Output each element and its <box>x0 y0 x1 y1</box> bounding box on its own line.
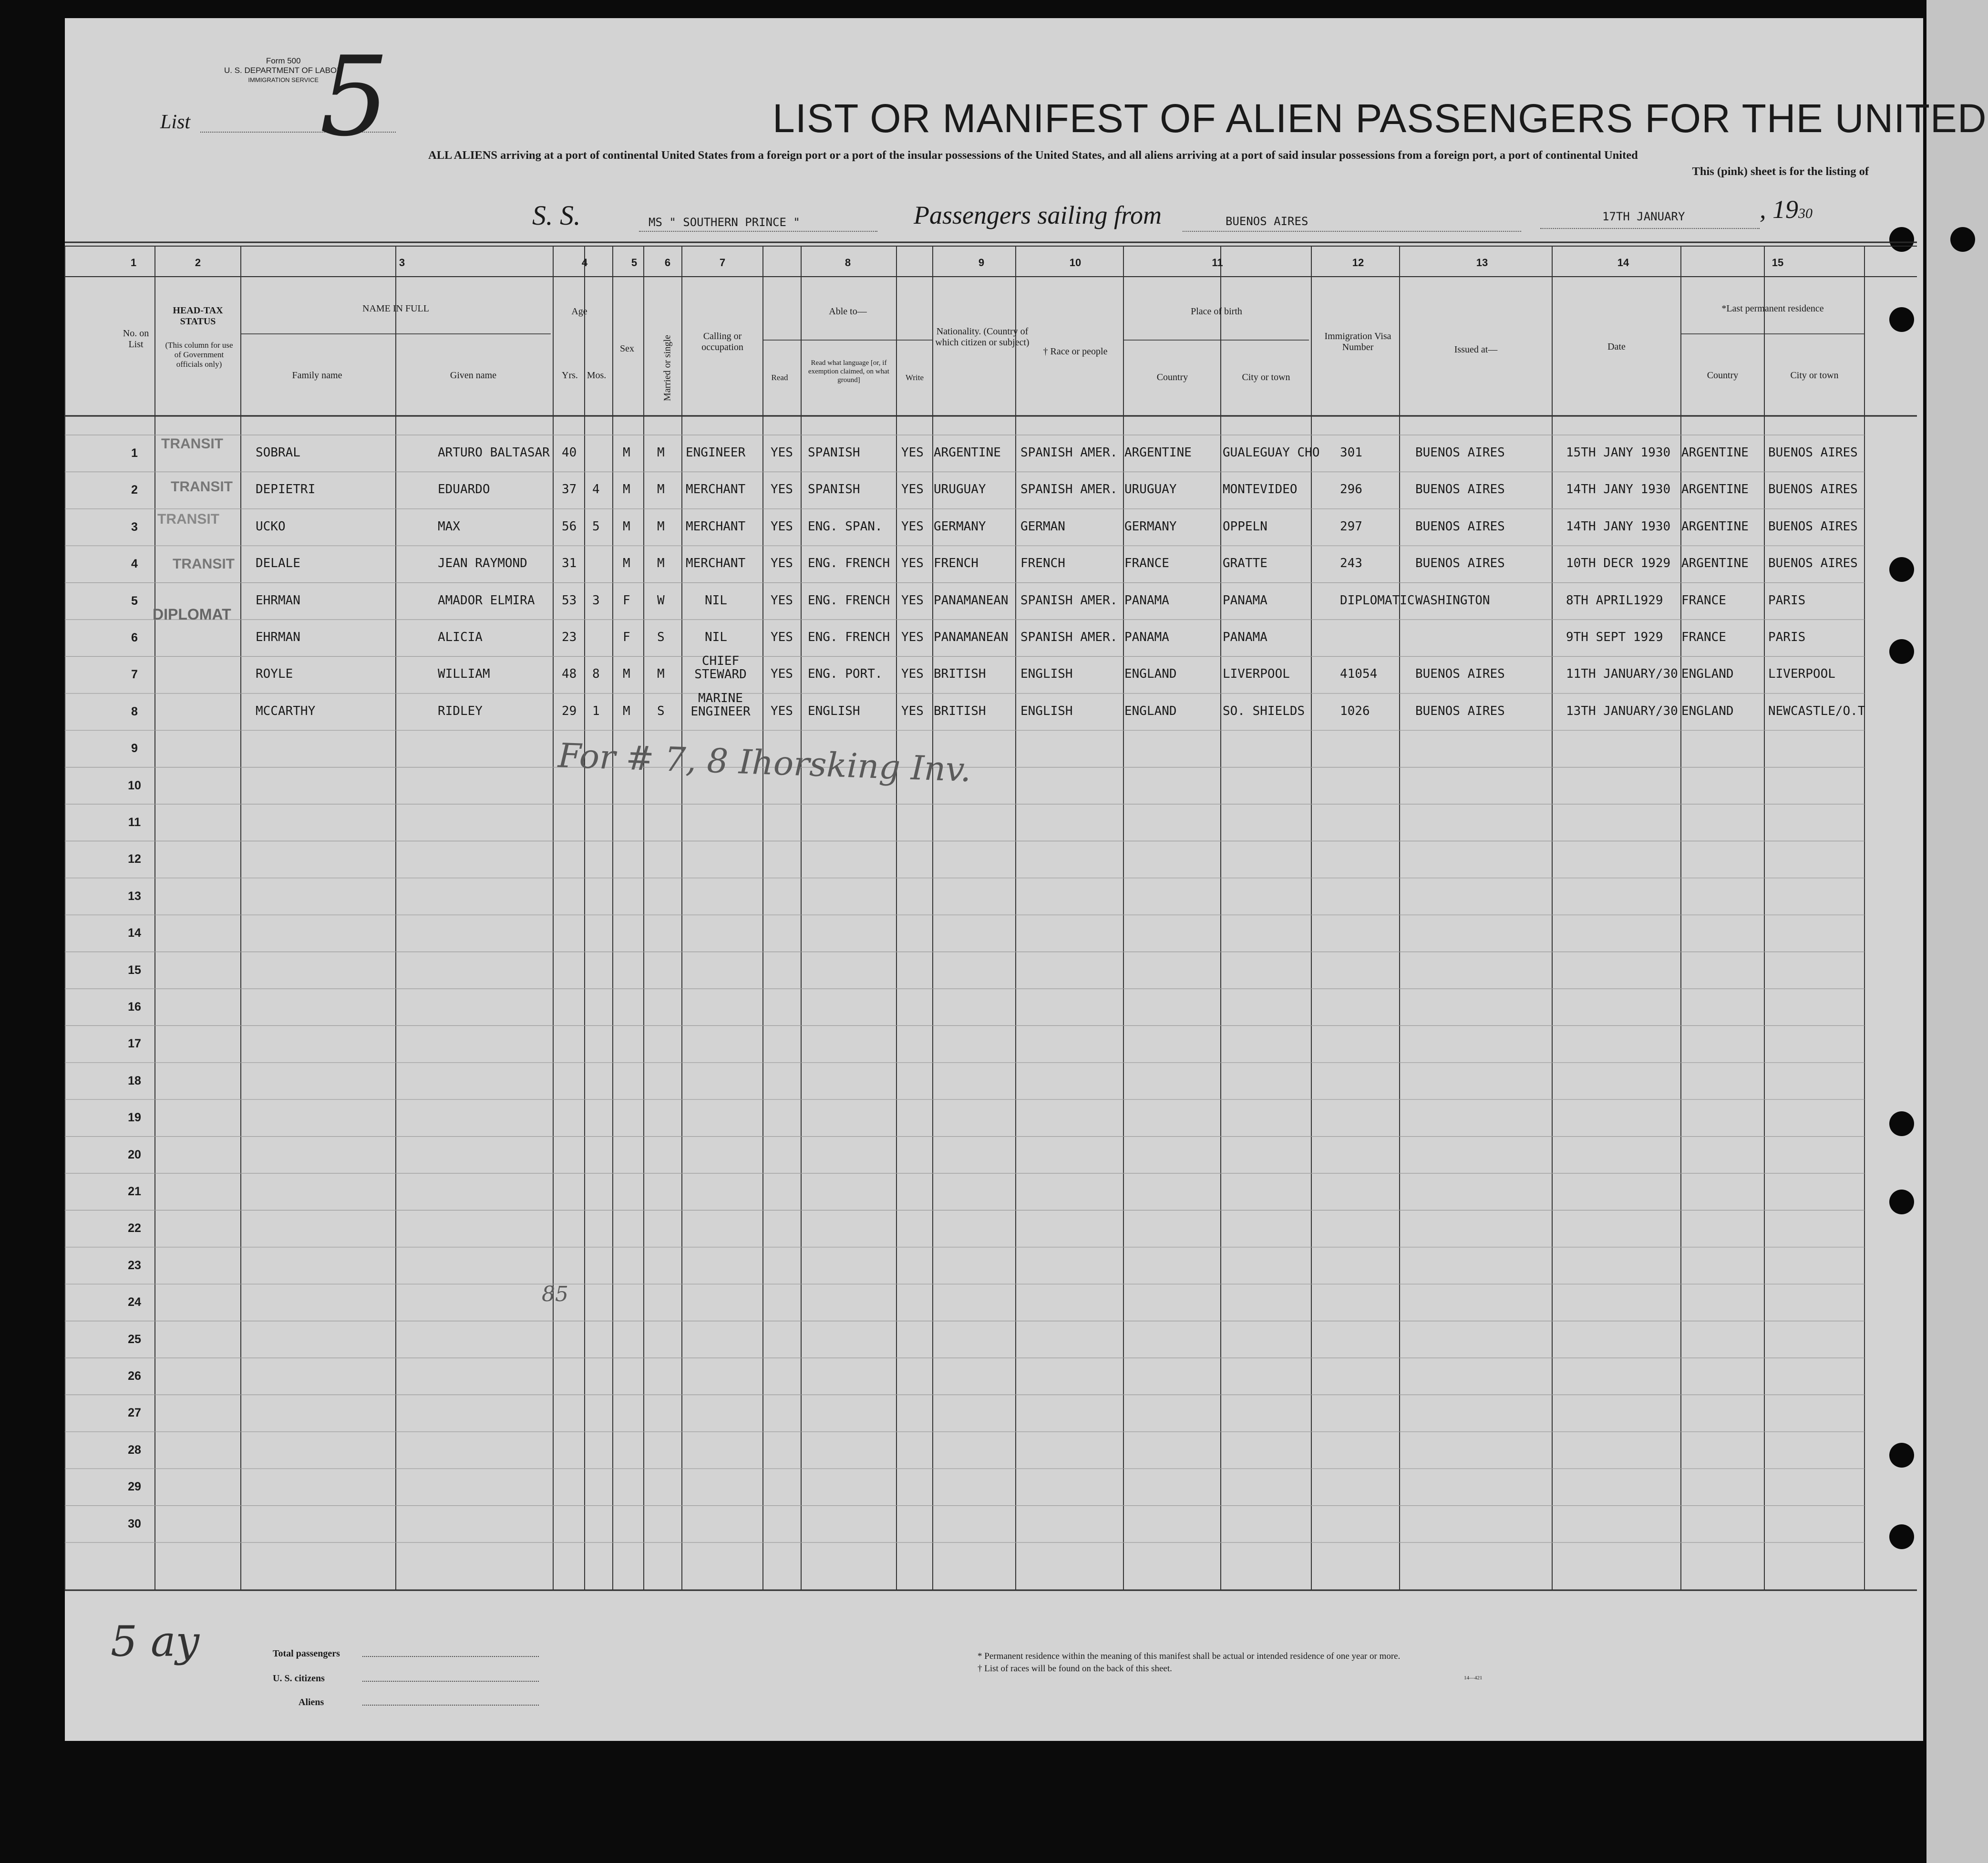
handwritten-bottom-left: 5 ay <box>111 1617 200 1666</box>
row-number: 5 <box>131 594 138 608</box>
language: ENG. FRENCH <box>808 556 890 571</box>
year-suffix: 30 <box>1798 206 1813 221</box>
departure-date: 17TH JANUARY <box>1602 210 1685 223</box>
can-read: YES <box>771 519 793 534</box>
row-number: 18 <box>128 1074 141 1087</box>
race: SPANISH AMER. <box>1020 593 1118 608</box>
row-number: 14 <box>128 926 141 940</box>
birth-city: LIVERPOOL <box>1223 667 1290 682</box>
occupation: MERCHANT <box>686 556 746 571</box>
given-name: AMADOR ELMIRA <box>438 593 535 608</box>
diplomat-stamp: DIPLOMAT <box>153 606 231 623</box>
birth-country: URUGUAY <box>1124 482 1177 497</box>
column-number: 5 <box>631 257 638 269</box>
sex: M <box>623 519 630 534</box>
language: ENG. FRENCH <box>808 593 890 608</box>
nationality: ARGENTINE <box>934 445 1001 460</box>
handwritten-note-row9: For # 7, 8 Ihorsking Inv. <box>557 735 972 790</box>
hdr-last-residence: *Last permanent residence <box>1721 303 1824 314</box>
age-years: 23 <box>562 630 577 644</box>
can-write: YES <box>901 445 924 460</box>
issue-date: 14TH JANY 1930 <box>1566 482 1671 497</box>
transit-stamp: TRANSIT <box>171 479 233 495</box>
nationality: BRITISH <box>934 667 986 682</box>
row-number: 8 <box>131 704 138 718</box>
transit-stamp: TRANSIT <box>157 511 219 527</box>
hdr-date: Date <box>1607 342 1626 352</box>
column-number: 4 <box>581 257 588 269</box>
given-name: RIDLEY <box>438 704 483 718</box>
issued-at: BUENOS AIRES <box>1415 482 1505 497</box>
residence-city: BUENOS AIRES <box>1768 482 1858 497</box>
hdr-nationality: Nationality. (Country of which citizen or subject) <box>935 326 1030 348</box>
visa-number: 1026 <box>1340 704 1370 718</box>
marital-status: M <box>657 519 665 534</box>
residence-country: ENGLAND <box>1681 667 1734 682</box>
nationality: PANAMANEAN <box>934 593 1009 608</box>
row-number: 3 <box>131 520 138 534</box>
residence-country: ARGENTINE <box>1681 556 1749 571</box>
issued-at: BUENOS AIRES <box>1415 445 1505 460</box>
hdr-read: Read <box>771 373 788 382</box>
aliens-label: Aliens <box>299 1697 324 1708</box>
can-write: YES <box>901 704 924 718</box>
marital-status: S <box>657 704 665 718</box>
birth-country: ENGLAND <box>1124 667 1177 682</box>
family-name: EHRMAN <box>256 593 300 608</box>
footnote-races: † List of races will be found on the back of this sheet. <box>978 1664 1172 1674</box>
birth-city: PANAMA <box>1223 630 1267 644</box>
language: SPANISH <box>808 445 860 460</box>
row-number: 25 <box>128 1332 141 1346</box>
row-number: 27 <box>128 1406 141 1420</box>
row-number: 13 <box>128 889 141 903</box>
column-number: 7 <box>719 257 726 269</box>
language: ENG. PORT. <box>808 667 883 682</box>
row-number: 9 <box>131 742 138 756</box>
visa-number: 296 <box>1340 482 1362 497</box>
issue-date: 13TH JANUARY/30 <box>1566 704 1678 718</box>
marital-status: M <box>657 482 665 497</box>
hdr-age: Age <box>571 306 587 317</box>
can-write: YES <box>901 519 924 534</box>
visa-number: 41054 <box>1340 667 1378 682</box>
can-write: YES <box>901 556 924 571</box>
marital-status: M <box>657 445 665 460</box>
occupation: NIL <box>705 630 727 644</box>
us-citizens-label: U. S. citizens <box>273 1673 325 1684</box>
hdr-married: Married or single <box>662 335 673 401</box>
birth-country: ENGLAND <box>1124 704 1177 718</box>
issue-date: 11TH JANUARY/30 <box>1566 667 1678 682</box>
hdr-yrs: Yrs. <box>562 370 578 381</box>
family-name: DELALE <box>256 556 300 571</box>
occupation: ENGINEER <box>686 445 746 460</box>
age-years: 31 <box>562 556 577 571</box>
footnote-residence: * Permanent residence within the meaning of this manifest shall be actual or intended residence of one year or more. <box>978 1651 1401 1661</box>
column-number: 13 <box>1476 257 1488 269</box>
residence-city: PARIS <box>1768 593 1806 608</box>
instructions-line-2: This (pink) sheet is for the listing of <box>1692 165 1869 178</box>
hdr-given-name: Given name <box>450 370 497 381</box>
row-number: 11 <box>128 816 141 829</box>
sex: F <box>623 593 630 608</box>
row-number: 29 <box>128 1480 141 1494</box>
race: ENGLISH <box>1020 704 1073 718</box>
year-prefix: , 19 <box>1760 195 1798 224</box>
hdr-res-city: City or town <box>1790 370 1839 381</box>
occupation: CHIEF STEWARD <box>694 654 747 682</box>
can-read: YES <box>771 593 793 608</box>
row-number: 15 <box>128 963 141 977</box>
column-number: 11 <box>1212 257 1223 269</box>
row-number: 1 <box>131 446 138 460</box>
column-number: 14 <box>1617 257 1629 269</box>
nationality: FRENCH <box>934 556 979 571</box>
print-code: 14—421 <box>1464 1675 1483 1681</box>
service-text: IMMIGRATION SERVICE <box>248 76 319 83</box>
given-name: ARTURO BALTASAR <box>438 445 550 460</box>
sex: M <box>623 704 630 718</box>
sailing-label: Passengers sailing from <box>914 201 1162 229</box>
form-number-text: Form 500 <box>266 56 301 65</box>
hdr-birth-city: City or town <box>1242 372 1290 383</box>
can-read: YES <box>771 482 793 497</box>
occupation: MERCHANT <box>686 519 746 534</box>
row-number: 6 <box>131 631 138 644</box>
residence-country: FRANCE <box>1681 593 1726 608</box>
issued-at: BUENOS AIRES <box>1415 704 1505 718</box>
hdr-race: † Race or people <box>1043 346 1108 357</box>
column-number: 8 <box>845 257 851 269</box>
can-write: YES <box>901 667 924 682</box>
row-number: 28 <box>128 1443 141 1457</box>
can-read: YES <box>771 556 793 571</box>
visa-number: 243 <box>1340 556 1362 571</box>
issue-date: 9TH SEPT 1929 <box>1566 630 1663 644</box>
hdr-head-tax: HEAD-TAX STATUS <box>173 305 223 327</box>
sex: M <box>623 556 630 571</box>
family-name: SOBRAL <box>256 445 300 460</box>
can-write: YES <box>901 482 924 497</box>
page-title: LIST OR MANIFEST OF ALIEN PASSENGERS FOR THE UNITED <box>773 96 1987 141</box>
transit-stamp: TRANSIT <box>173 556 235 572</box>
residence-country: ARGENTINE <box>1681 482 1749 497</box>
residence-city: NEWCASTLE/O.T <box>1768 704 1865 718</box>
visa-number: DIPLOMATIC <box>1340 593 1415 608</box>
hdr-res-country: Country <box>1707 370 1739 381</box>
row-number: 19 <box>128 1111 141 1125</box>
birth-country: PANAMA <box>1124 593 1169 608</box>
race: SPANISH AMER. <box>1020 630 1118 644</box>
marital-status: M <box>657 556 665 571</box>
nationality: URUGUAY <box>934 482 986 497</box>
given-name: WILLIAM <box>438 667 490 682</box>
can-read: YES <box>771 630 793 644</box>
age-months: 8 <box>592 667 600 682</box>
row-number: 16 <box>128 1000 141 1014</box>
ship-name: MS " SOUTHERN PRINCE " <box>649 216 800 229</box>
can-write: YES <box>901 630 924 644</box>
marital-status: W <box>657 593 665 608</box>
family-name: MCCARTHY <box>256 704 316 718</box>
column-number: 12 <box>1352 257 1364 269</box>
visa-number: 301 <box>1340 445 1362 460</box>
row-number: 7 <box>131 668 138 682</box>
total-passengers-label: Total passengers <box>273 1648 340 1659</box>
hdr-visa: Immigration Visa Number <box>1324 331 1391 352</box>
hdr-birth-country: Country <box>1156 372 1188 383</box>
column-number: 15 <box>1772 257 1784 269</box>
residence-city: LIVERPOOL <box>1768 667 1835 682</box>
sex: F <box>623 630 630 644</box>
hdr-issued-at: Issued at— <box>1454 344 1498 355</box>
hdr-mos: Mos. <box>587 370 607 381</box>
birth-city: OPPELN <box>1223 519 1267 534</box>
race: GERMAN <box>1020 519 1065 534</box>
issue-date: 10TH DECR 1929 <box>1566 556 1671 571</box>
issue-date: 15TH JANY 1930 <box>1566 445 1671 460</box>
family-name: ROYLE <box>256 667 293 682</box>
can-write: YES <box>901 593 924 608</box>
given-name: ALICIA <box>438 630 483 644</box>
row-number: 26 <box>128 1369 141 1383</box>
birth-country: ARGENTINE <box>1124 445 1192 460</box>
column-number: 10 <box>1069 257 1082 269</box>
departure-port: BUENOS AIRES <box>1226 215 1308 228</box>
list-number-handwritten: 5 <box>319 33 390 161</box>
row-number: 30 <box>128 1517 141 1531</box>
row-number: 10 <box>128 778 141 792</box>
age-years: 29 <box>562 704 577 718</box>
issue-date: 14TH JANY 1930 <box>1566 519 1671 534</box>
row-number: 12 <box>128 852 141 866</box>
language: ENG. FRENCH <box>808 630 890 644</box>
residence-city: BUENOS AIRES <box>1768 556 1858 571</box>
given-name: JEAN RAYMOND <box>438 556 527 571</box>
transit-stamp: TRANSIT <box>161 436 223 452</box>
given-name: EDUARDO <box>438 482 490 497</box>
hdr-sex: Sex <box>620 343 634 354</box>
can-read: YES <box>771 445 793 460</box>
residence-country: ARGENTINE <box>1681 445 1749 460</box>
sex: M <box>623 445 630 460</box>
family-name: EHRMAN <box>256 630 300 644</box>
race: ENGLISH <box>1020 667 1073 682</box>
family-name: DEPIETRI <box>256 482 316 497</box>
nationality: PANAMANEAN <box>934 630 1009 644</box>
occupation: MARINE ENGINEER <box>690 691 751 718</box>
hdr-place-of-birth: Place of birth <box>1191 306 1242 317</box>
hdr-able-to: Able to— <box>829 306 867 317</box>
age-years: 53 <box>562 593 577 608</box>
race: SPANISH AMER. <box>1020 482 1118 497</box>
can-read: YES <box>771 667 793 682</box>
marital-status: S <box>657 630 665 644</box>
issued-at: BUENOS AIRES <box>1415 519 1505 534</box>
age-years: 48 <box>562 667 577 682</box>
birth-country: PANAMA <box>1124 630 1169 644</box>
hdr-family-name: Family name <box>292 370 342 381</box>
row-number: 23 <box>128 1258 141 1272</box>
column-number: 9 <box>978 257 985 269</box>
language: ENGLISH <box>808 704 860 718</box>
us-citizens-dots <box>362 1681 539 1682</box>
language: SPANISH <box>808 482 860 497</box>
column-number: 1 <box>130 257 137 269</box>
handwritten-page-mark: 85 <box>542 1282 568 1306</box>
age-months: 1 <box>592 704 600 718</box>
row-number: 20 <box>128 1148 141 1161</box>
hdr-name-in-full: NAME IN FULL <box>362 303 429 314</box>
total-passengers-dots <box>362 1656 539 1657</box>
residence-city: BUENOS AIRES <box>1768 445 1858 460</box>
can-read: YES <box>771 704 793 718</box>
given-name: MAX <box>438 519 460 534</box>
sex: M <box>623 482 630 497</box>
birth-city: GUALEGUAY CHO <box>1223 445 1320 460</box>
language: ENG. SPAN. <box>808 519 883 534</box>
issued-at: BUENOS AIRES <box>1415 556 1505 571</box>
age-months: 3 <box>592 593 600 608</box>
hdr-read-language: Read what language [or, if exemption claimed, on what ground] <box>808 359 889 384</box>
race: SPANISH AMER. <box>1020 445 1118 460</box>
residence-country: ARGENTINE <box>1681 519 1749 534</box>
row-number: 17 <box>128 1037 141 1051</box>
age-years: 56 <box>562 519 577 534</box>
age-months: 5 <box>592 519 600 534</box>
birth-country: FRANCE <box>1124 556 1169 571</box>
birth-city: SO. SHIELDS <box>1223 704 1305 718</box>
hdr-calling: Calling or occupation <box>701 331 743 352</box>
visa-number: 297 <box>1340 519 1362 534</box>
residence-city: BUENOS AIRES <box>1768 519 1858 534</box>
nationality: BRITISH <box>934 704 986 718</box>
family-name: UCKO <box>256 519 286 534</box>
issue-date: 8TH APRIL1929 <box>1566 593 1663 608</box>
occupation: MERCHANT <box>686 482 746 497</box>
birth-city: MONTEVIDEO <box>1223 482 1298 497</box>
age-years: 40 <box>562 445 577 460</box>
age-months: 4 <box>592 482 600 497</box>
aliens-dots <box>362 1705 539 1706</box>
row-number: 21 <box>128 1185 141 1198</box>
birth-city: GRATTE <box>1223 556 1267 571</box>
department-text: U. S. DEPARTMENT OF LABOR <box>224 66 343 75</box>
row-number: 22 <box>128 1221 141 1235</box>
residence-country: FRANCE <box>1681 630 1726 644</box>
hdr-no-on-list: No. on List <box>123 328 149 350</box>
age-years: 37 <box>562 482 577 497</box>
hdr-head-tax-note: (This column for use of Government officials only) <box>165 341 233 369</box>
birth-city: PANAMA <box>1223 593 1267 608</box>
hdr-write: Write <box>905 373 924 382</box>
column-number: 2 <box>195 257 201 269</box>
row-number: 24 <box>128 1295 141 1309</box>
marital-status: M <box>657 667 665 682</box>
issued-at: WASHINGTON <box>1415 593 1490 608</box>
ss-label: S. S. <box>532 200 581 231</box>
sex: M <box>623 667 630 682</box>
instructions-line-1: ALL ALIENS arriving at a port of continental United States from a foreign port or a port of the insular possessions of the United States, and all aliens arriving at a port of said insular possessions from a foreign port, a port of continental United <box>428 149 1638 162</box>
residence-city: PARIS <box>1768 630 1806 644</box>
list-label: List <box>160 111 191 133</box>
issued-at: BUENOS AIRES <box>1415 667 1505 682</box>
row-number: 2 <box>131 483 138 497</box>
birth-country: GERMANY <box>1124 519 1177 534</box>
residence-country: ENGLAND <box>1681 704 1734 718</box>
nationality: GERMANY <box>934 519 986 534</box>
race: FRENCH <box>1020 556 1065 571</box>
column-number: 3 <box>399 257 405 269</box>
row-number: 4 <box>131 557 138 571</box>
occupation: NIL <box>705 593 727 608</box>
column-number: 6 <box>664 257 671 269</box>
